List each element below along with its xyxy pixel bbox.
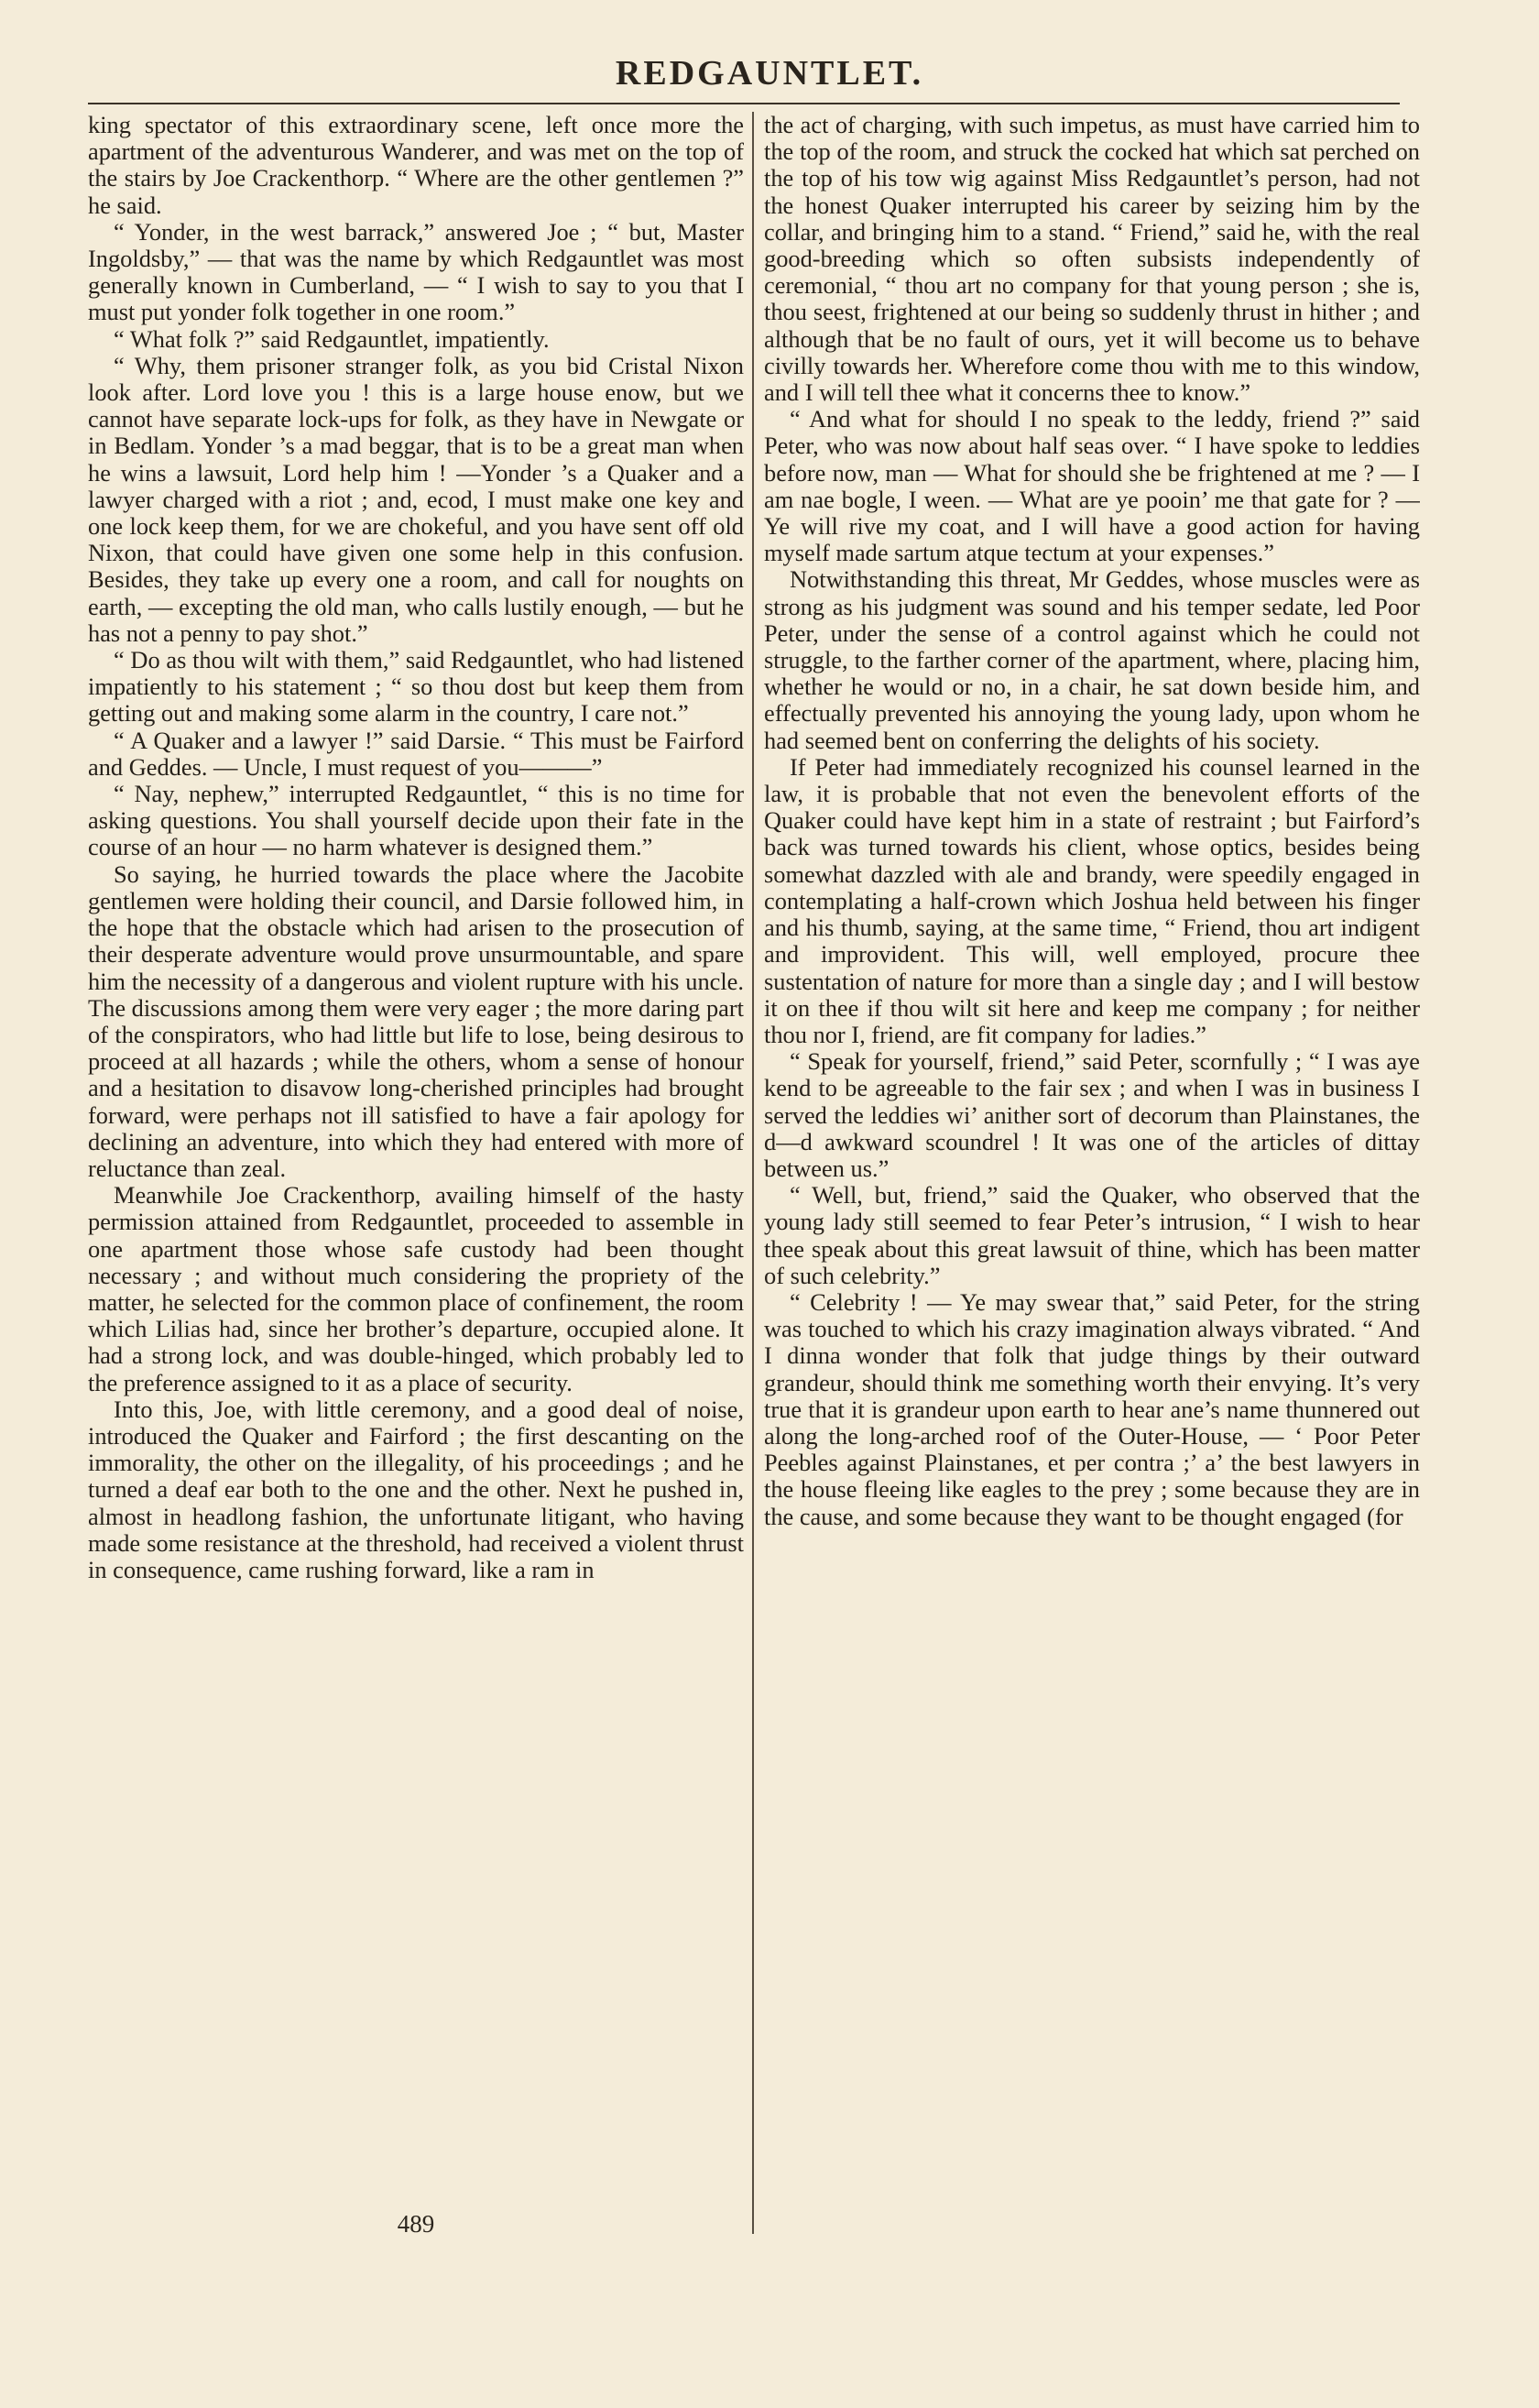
paragraph: So saying, he hurried towards the place where the Jacobite gentlemen were holding their council, and Darsie followed him, in the hope that the obstacle which had arisen to the prosecution of their desperate adventure would prove unsurmountable, and spare him the necessity of a dangerous and violent rupture with his uncle. The discussions among them were very eager ; the more daring part of the conspirators, who had little but life to lose, being desirous to proceed at all hazards ; while the others, whom a sense of honour and a hesitation to disavow long-cherished principles had brought forward, were perhaps not ill satisfied to have a fair apology for declining an adventure, into which they had entered with more of reluctance than zeal. <box>88 859 744 1182</box>
paragraph: “ Speak for yourself, friend,” said Peter, scornfully ; “ I was aye kend to be agreeable to the fair sex ; and when I was in business I served the leddies wi’ anither sort of decorum than Plainstanes, the d—d awkward scoundrel ! It was one of the articles of dittay between us.” <box>764 1047 1420 1182</box>
paragraph: “ Celebrity ! — Ye may swear that,” said Peter, for the string was touched to which his crazy imagination always vibrated. “ And I dinna wonder that folk that judge things by their outward grandeur, should think me something worth their envying. It’s very true that it is grandeur upon earth to hear ane’s name thunnered out along the long-arched roof of the Outer-House, — ‘ Poor Peter Peebles against Plainstanes, et per contra ;’ a’ the best lawyers in the house fleeing like eagles to the prey ; some because they are in the cause, and some because they want to be thought engaged (for <box>764 1287 1420 1530</box>
left-column <box>88 112 744 2228</box>
paragraph: “ What folk ?” said Redgauntlet, impatiently. <box>114 324 550 353</box>
paragraph: Into this, Joe, with little ceremony, and a good deal of noise, introduced the Quaker and Fairford ; the first descanting on the immorality, the other on the illegality, of his proceedings ; and he turned a deaf ear both to the one and the other. Next he pushed in, almost in headlong fashion, the unfortunate litigant, who having made some resistance at the threshold, had received a violent thrust in consequence, came rushing forward, like a ram in <box>88 1395 744 1583</box>
paragraph: Notwithstanding this threat, Mr Geddes, whose muscles were as strong as his judgment was sound and his temper sedate, led Poor Peter, under the sense of a control against which he could not struggle, to the farther corner of the apartment, where, placing him, whether he would or no, in a chair, he sat down beside him, and effectually prevented his annoying the young lady, upon whom he had seemed bent on conferring the delights of his society. <box>764 565 1420 754</box>
paragraph: king spectator of this extraordinary scene, left once more the apartment of the adventurous Wanderer, and was met on the top of the stairs by Joe Crackenthorp. “ Where are the other gentlemen ?” he said. <box>88 112 744 219</box>
paragraph: If Peter had immediately recognized his counsel learned in the law, it is probable that not even the benevolent efforts of the Quaker could have kept him in a state of restraint ; but Fairford’s back was turned towards his client, whose optics, besides being somewhat dazzled with ale and brandy, were speedily engaged in contemplating a half-crown which Joshua held between his finger and his thumb, saying, at the same time, “ Friend, thou art indigent and improvident. This will, well employed, procure thee sustentation of nature for more than a single day ; and I will bestow it on thee if thou wilt sit here and keep me company ; for neither thou nor I, friend, are fit company for ladies.” <box>764 752 1420 1048</box>
right-column <box>764 112 1420 2228</box>
page-number: 489 <box>397 2210 435 2238</box>
paragraph: “ Well, but, friend,” said the Quaker, who observed that the young lady still seemed to fear Peter’s intrusion, “ I wish to hear thee speak about this great lawsuit of thine, which has been matter of such celebrity.” <box>764 1181 1420 1289</box>
paragraph: the act of charging, with such impetus, as must have carried him to the top of the room, and struck the cocked hat which sat perched on the top of his tow wig against Miss Redgauntlet’s person, had not the honest Quaker interrupted his career by seizing him by the collar, and bringing him to a stand. “ Friend,” said he, with the real good-breeding which so often subsists independently of ceremonial, “ thou art no company for that young person ; she is, thou seest, frightened at our being so suddenly thrust in hither ; and although that be no fault of ours, yet it will become us to behave civilly towards her. Wherefore come thou with me to this window, and I will tell thee what it concerns thee to know.” <box>764 112 1420 407</box>
running-title: REDGAUNTLET. <box>615 54 924 93</box>
paragraph: “ Do as thou wilt with them,” said Redgauntlet, who had listened impatiently to his statement ; “ so thou dost but keep them from getting out and making some alarm in the country, I care not.” <box>88 646 744 728</box>
paragraph: “ A Quaker and a lawyer !” said Darsie. “ This must be Fairford and Geddes. — Uncle, I must request of you———” <box>88 726 744 781</box>
paragraph: “ Why, them prisoner stranger folk, as you bid Cristal Nixon look after. Lord love you ! this is a large house enow, but we cannot have separate lock-ups for folk, as they have in Newgate or in Bedlam. Yonder ’s a mad beggar, that is to be a great man when he wins a lawsuit, Lord help him ! —Yonder ’s a Quaker and a lawyer charged with a riot ; and, ecod, I must make one key and one lock keep them, for we are chokeful, and you have sent off old Nixon, that could have given one some help in this confusion. Besides, they take up every one a room, and call for noughts on earth, — excepting the old man, who calls lustily enough, — but he has not a penny to pay shot.” <box>88 351 744 647</box>
paragraph: “ Nay, nephew,” interrupted Redgauntlet, “ this is no time for asking questions. You shall yourself decide upon their fate in the course of an hour — no harm whatever is designed them.” <box>88 780 744 861</box>
header-rule <box>88 103 1400 104</box>
paragraph: “ Yonder, in the west barrack,” answered Joe ; “ but, Master Ingoldsby,” — that was the name by which Redgauntlet was most generally known in Cumberland, — “ I wish to say to you that I must put yonder folk together in one room.” <box>88 217 744 326</box>
paragraph: Meanwhile Joe Crackenthorp, availing himself of the hasty permission attained from Redgauntlet, proceeded to assemble in one apartment those whose safe custody had been thought necessary ; and without much considering the propriety of the matter, he selected for the common place of confinement, the room which Lilias had, since her brother’s departure, occupied alone. It had a strong lock, and was double-hinged, which probably led to the preference assigned to it as a place of security. <box>88 1181 744 1396</box>
paragraph: “ And what for should I no speak to the leddy, friend ?” said Peter, who was now about half seas over. “ I have spoke to leddies before now, man — What for should she be frightened at me ? — I am nae bogle, I ween. — What are ye pooin’ me that gate for ? — Ye will rive my coat, and I will have a good action for having myself made sartum atque tectum at your expenses.” <box>764 405 1420 567</box>
column-divider <box>752 112 754 2234</box>
